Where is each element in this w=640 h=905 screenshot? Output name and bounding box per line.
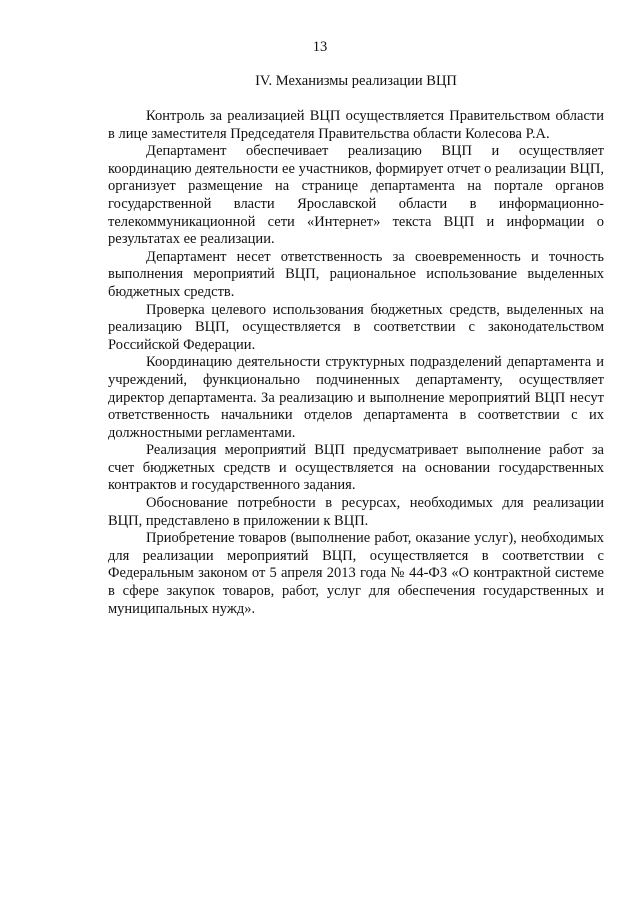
paragraph: Приобретение товаров (выполнение работ, оказание услуг), необходимых для реализации мероприятий ВЦП, осуществляется в соответствии с Федеральным законом от 5 апреля 2013 года № 44-ФЗ «О контрактной системе в сфере закупок товаров, работ, услуг для обеспечения государственных и муниципальных нужд». [108,530,604,617]
section-title: IV. Механизмы реализации ВЦП [255,73,457,89]
paragraph: Проверка целевого использования бюджетных средств, выделенных на реализацию ВЦП, осуществляется в соответствии с законодательством Российской Федерации. [108,301,604,353]
paragraph: Департамент обеспечивает реализацию ВЦП и осуществляет координацию деятельности ее участников, формирует отчет о реализации ВЦП, организует размещение на странице департамента на портале органов государственной власти Ярославской области в информационно-телекоммуникационной сети «Интернет» текста ВЦП и информации о результатах ее реализации. [108,143,604,248]
page-number: 13 [312,39,328,55]
paragraph: Контроль за реализацией ВЦП осуществляется Правительством области в лице заместителя Председателя Правительства области Колесова Р.А. [108,108,604,142]
paragraph: Департамент несет ответственность за своевременность и точность выполнения мероприятий ВЦП, рациональное использование выделенных бюджетных средств. [108,248,604,300]
document-body [108,108,604,618]
paragraph: Реализация мероприятий ВЦП предусматривает выполнение работ за счет бюджетных средств и осуществляется на основании государственных контрактов и государственного задания. [108,442,604,494]
paragraph: Координацию деятельности структурных подразделений департамента и учреждений, функционально подчиненных департаменту, осуществляет директор департамента. За реализацию и выполнение мероприятий ВЦП несут ответственность начальники отделов департамента в соответствии с их должностными регламентами. [108,354,604,441]
paragraph: Обоснование потребности в ресурсах, необходимых для реализации ВЦП, представлено в приложении к ВЦП. [108,495,604,529]
